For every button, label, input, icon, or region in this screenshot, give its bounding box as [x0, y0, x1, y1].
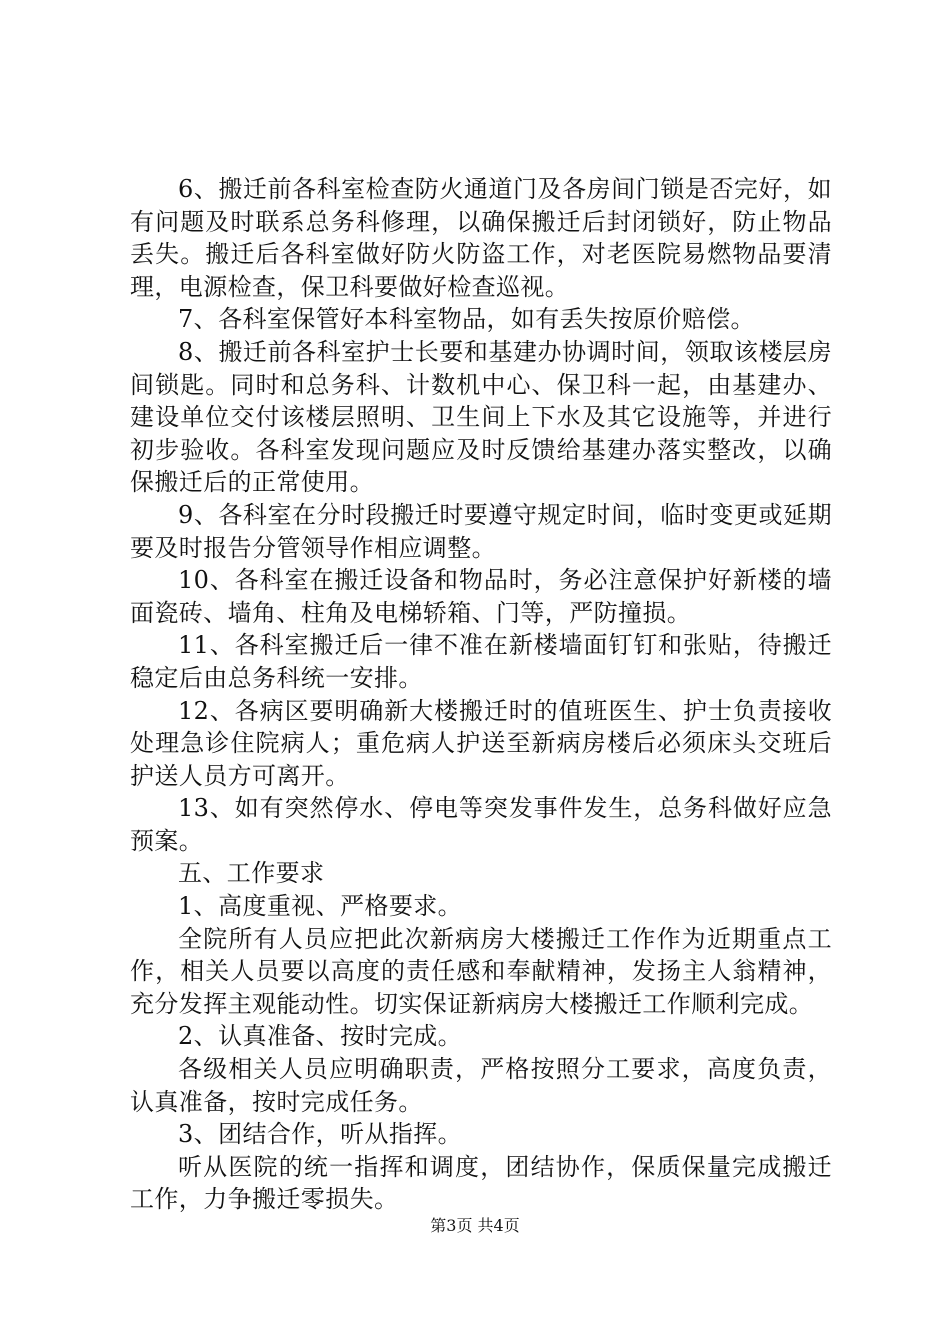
requirement-heading-1: 1、高度重视、严格要求。 — [178, 892, 463, 921]
requirement-text-1: 全院所有人员应把此次新病房大楼搬迁工作作为近期重点工作，相关人员要以高度的责任感和奉献精神，发扬主人翁精神，充分发挥主观能动性。切实保证新病房大楼搬迁工作顺利完成。 — [130, 924, 832, 1018]
paragraph-item-9-schedule: 9、各科室在分时段搬迁时要遵守规定时间，临时变更或延期要及时报告分管领导作相应调整。 — [130, 500, 832, 562]
requirement-heading-3: 3、团结合作，听从指挥。 — [178, 1120, 463, 1149]
paragraph-item-13-emergency: 13、如有突然停水、停电等突发事件发生，总务科做好应急预案。 — [130, 794, 832, 855]
requirement-text-2: 各级相关人员应明确职责，严格按照分工要求，高度负责，认真准备，按时完成任务。 — [130, 1055, 832, 1116]
page-number-footer: 第3页 共4页 — [430, 1216, 520, 1235]
paragraph-item-10-protection: 10、各科室在搬迁设备和物品时，务必注意保护好新楼的墙面瓷砖、墙角、柱角及电梯轿箱、门等，严防撞损。 — [130, 566, 832, 627]
paragraph-item-6-fire-doors: 6、搬迁前各科室检查防火通道门及各房间门锁是否完好，如有问题及时联系总务科修理，以确保搬迁后封闭锁好，防止物品丢失。搬迁后各科室做好防火防盗工作，对老医院易燃物品要清理，电源检查，保卫科要做好检查巡视。 — [130, 175, 832, 301]
paragraph-item-7-safekeeping: 7、各科室保管好本科室物品，如有丢失按原价赔偿。 — [178, 305, 755, 334]
document-body — [130, 173, 832, 1216]
requirement-text-3: 听从医院的统一指挥和调度，团结协作，保质保量完成搬迁工作，力争搬迁零损失。 — [130, 1152, 832, 1214]
requirement-heading-2: 2、认真准备、按时完成。 — [178, 1022, 463, 1051]
paragraph-item-8-keys-acceptance: 8、搬迁前各科室护士长要和基建办协调时间，领取该楼层房间锁匙。同时和总务科、计数机中心、保卫科一起，由基建办、建设单位交付该楼层照明、卫生间上下水及其它设施等，并进行初步验收。各科室发现问题应及时反馈给基建办落实整改，以确保搬迁后的正常使用。 — [130, 337, 832, 497]
paragraph-item-12-patients: 12、各病区要明确新大楼搬迁时的值班医生、护士负责接收处理急诊住院病人；重危病人护送至新病房楼后必须床头交班后护送人员方可离开。 — [130, 696, 832, 790]
paragraph-item-11-walls: 11、各科室搬迁后一律不准在新楼墙面钉钉和张贴，待搬迁稳定后由总务科统一安排。 — [130, 631, 832, 692]
section-heading-work-requirements: 五、工作要求 — [178, 859, 325, 888]
